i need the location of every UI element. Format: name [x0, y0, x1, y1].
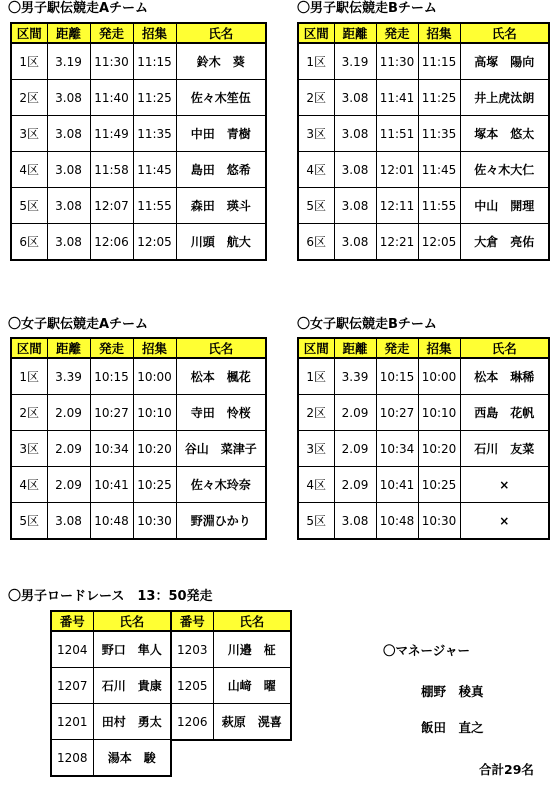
- start-time-cell: 12:11: [376, 188, 418, 224]
- table-row: [11, 188, 266, 224]
- table-row: [11, 395, 266, 431]
- section-cell: 4区: [11, 152, 47, 188]
- call-time-cell: 10:10: [133, 395, 176, 431]
- runner-name-cell: 西島 花帆: [460, 395, 549, 431]
- call-time-cell: 11:25: [418, 80, 460, 116]
- column-header: 氏名: [213, 611, 291, 631]
- section-cell: 1区: [11, 358, 47, 395]
- start-time-cell: 10:15: [376, 358, 418, 395]
- call-time-cell: 10:00: [418, 358, 460, 395]
- call-time-cell: 10:20: [418, 431, 460, 467]
- section-cell: 1区: [298, 43, 334, 80]
- table-row: [51, 668, 171, 704]
- call-time-cell: 11:15: [133, 43, 176, 80]
- runner-name-cell: 松本 琳稀: [460, 358, 549, 395]
- distance-cell: 3.08: [47, 503, 90, 540]
- header-row: [298, 23, 549, 43]
- section-cell: 3区: [298, 431, 334, 467]
- table-row: [298, 80, 549, 116]
- table-row: [11, 224, 266, 261]
- women-a-table: [10, 337, 267, 540]
- runner-name-cell: 野口 隼人: [93, 631, 171, 668]
- section-cell: 6区: [11, 224, 47, 261]
- women-a-title: 〇女子駅伝競走Aチーム: [8, 317, 149, 332]
- start-time-cell: 12:07: [90, 188, 133, 224]
- road-right-body: [171, 611, 291, 740]
- column-header: 氏名: [460, 338, 549, 358]
- distance-cell: 3.08: [47, 152, 90, 188]
- call-time-cell: 11:45: [418, 152, 460, 188]
- call-time-cell: 11:45: [133, 152, 176, 188]
- column-header: 招集: [418, 338, 460, 358]
- start-time-cell: 11:58: [90, 152, 133, 188]
- runner-name-cell: 寺田 怜桜: [176, 395, 266, 431]
- distance-cell: 3.08: [47, 224, 90, 261]
- table-row: [11, 503, 266, 540]
- table-row: [11, 116, 266, 152]
- runner-name-cell: 谷山 菜津子: [176, 431, 266, 467]
- section-cell: 4区: [298, 152, 334, 188]
- section-cell: 3区: [11, 431, 47, 467]
- distance-cell: 3.08: [47, 188, 90, 224]
- call-time-cell: 10:10: [418, 395, 460, 431]
- road-table-right: [170, 610, 292, 741]
- table-row: [11, 467, 266, 503]
- section-cell: 5区: [298, 503, 334, 540]
- start-time-cell: 10:48: [90, 503, 133, 540]
- start-time-cell: 10:34: [90, 431, 133, 467]
- start-time-cell: 12:21: [376, 224, 418, 261]
- column-header: 距離: [47, 338, 90, 358]
- column-header: 発走: [376, 338, 418, 358]
- call-time-cell: 11:25: [133, 80, 176, 116]
- total-count: 合計29名: [479, 762, 534, 777]
- call-time-cell: 11:35: [418, 116, 460, 152]
- start-time-cell: 12:01: [376, 152, 418, 188]
- column-header: 番号: [51, 611, 93, 631]
- distance-cell: 3.08: [47, 116, 90, 152]
- table-row: [171, 704, 291, 741]
- manager-name-2: 飯田 直之: [421, 720, 484, 735]
- table-row: [171, 668, 291, 704]
- distance-cell: 2.09: [334, 467, 376, 503]
- bib-number-cell: 1205: [171, 668, 213, 704]
- runner-name-cell: ×: [460, 467, 549, 503]
- men-a-title: 〇男子駅伝競走Aチーム: [8, 1, 149, 16]
- start-time-cell: 11:41: [376, 80, 418, 116]
- column-header: 発走: [90, 23, 133, 43]
- section-cell: 5区: [298, 188, 334, 224]
- managers-title: 〇マネージャー: [383, 643, 471, 658]
- start-time-cell: 12:06: [90, 224, 133, 261]
- table-row: [51, 631, 171, 668]
- table-row: [298, 358, 549, 395]
- section-cell: 3区: [11, 116, 47, 152]
- table-row: [11, 43, 266, 80]
- bib-number-cell: 1207: [51, 668, 93, 704]
- runner-name-cell: 田村 勇太: [93, 704, 171, 740]
- road-left-body: [51, 611, 171, 776]
- distance-cell: 2.09: [47, 395, 90, 431]
- distance-cell: 3.19: [47, 43, 90, 80]
- runner-name-cell: 野淵ひかり: [176, 503, 266, 540]
- column-header: 発走: [90, 338, 133, 358]
- section-cell: 6区: [298, 224, 334, 261]
- women-b-table: [297, 337, 550, 540]
- section-cell: 2区: [11, 395, 47, 431]
- distance-cell: 3.39: [334, 358, 376, 395]
- header-row: [11, 338, 266, 358]
- column-header: 氏名: [176, 23, 266, 43]
- column-header: 発走: [376, 23, 418, 43]
- runner-name-cell: 井上虎汰朗: [460, 80, 549, 116]
- call-time-cell: 10:30: [418, 503, 460, 540]
- header-row: [11, 23, 266, 43]
- women-b-body: [298, 338, 549, 539]
- men-b-table: [297, 22, 550, 261]
- call-time-cell: 12:05: [418, 224, 460, 261]
- start-time-cell: 10:27: [90, 395, 133, 431]
- section-cell: 5区: [11, 503, 47, 540]
- column-header: 区間: [11, 23, 47, 43]
- distance-cell: 3.39: [47, 358, 90, 395]
- table-row: [51, 704, 171, 740]
- section-cell: 2区: [298, 395, 334, 431]
- call-time-cell: 11:35: [133, 116, 176, 152]
- call-time-cell: 12:05: [133, 224, 176, 261]
- runner-name-cell: 山﨑 曜: [213, 668, 291, 704]
- men-b-title: 〇男子駅伝競走Bチーム: [297, 1, 437, 16]
- table-row: [11, 358, 266, 395]
- column-header: 距離: [47, 23, 90, 43]
- start-time-cell: 11:40: [90, 80, 133, 116]
- table-row: [298, 116, 549, 152]
- start-time-cell: 11:49: [90, 116, 133, 152]
- header-row: [51, 611, 171, 631]
- column-header: 区間: [298, 23, 334, 43]
- call-time-cell: 11:55: [133, 188, 176, 224]
- start-time-cell: 11:30: [376, 43, 418, 80]
- men-a-body: [11, 23, 266, 260]
- column-header: 距離: [334, 338, 376, 358]
- call-time-cell: 10:25: [418, 467, 460, 503]
- runner-name-cell: 森田 瑛斗: [176, 188, 266, 224]
- distance-cell: 2.09: [47, 431, 90, 467]
- road-table-left: [50, 610, 172, 777]
- header-row: [298, 338, 549, 358]
- runner-name-cell: 鈴木 葵: [176, 43, 266, 80]
- distance-cell: 3.08: [334, 224, 376, 261]
- distance-cell: 3.08: [334, 116, 376, 152]
- runner-name-cell: 松本 楓花: [176, 358, 266, 395]
- call-time-cell: 10:00: [133, 358, 176, 395]
- table-row: [298, 503, 549, 540]
- section-cell: 4区: [298, 467, 334, 503]
- start-time-cell: 10:41: [90, 467, 133, 503]
- table-row: [11, 80, 266, 116]
- call-time-cell: 11:15: [418, 43, 460, 80]
- table-row: [298, 467, 549, 503]
- distance-cell: 2.09: [334, 395, 376, 431]
- distance-cell: 2.09: [47, 467, 90, 503]
- section-cell: 3区: [298, 116, 334, 152]
- runner-name-cell: 塚本 悠太: [460, 116, 549, 152]
- table-row: [298, 43, 549, 80]
- start-time-cell: 10:27: [376, 395, 418, 431]
- table-row: [298, 431, 549, 467]
- call-time-cell: 11:55: [418, 188, 460, 224]
- runner-name-cell: 中山 開理: [460, 188, 549, 224]
- column-header: 招集: [133, 23, 176, 43]
- start-time-cell: 10:34: [376, 431, 418, 467]
- start-time-cell: 10:15: [90, 358, 133, 395]
- table-row: [298, 395, 549, 431]
- section-cell: 1区: [298, 358, 334, 395]
- runner-name-cell: 佐々木笙伍: [176, 80, 266, 116]
- men-b-body: [298, 23, 549, 260]
- column-header: 招集: [133, 338, 176, 358]
- bib-number-cell: 1208: [51, 740, 93, 777]
- bib-number-cell: 1203: [171, 631, 213, 668]
- runner-name-cell: 佐々木大仁: [460, 152, 549, 188]
- section-cell: 1区: [11, 43, 47, 80]
- runner-name-cell: 萩原 滉喜: [213, 704, 291, 741]
- runner-name-cell: 湯本 駿: [93, 740, 171, 777]
- column-header: 氏名: [460, 23, 549, 43]
- runner-name-cell: 川頭 航大: [176, 224, 266, 261]
- runner-name-cell: ×: [460, 503, 549, 540]
- runner-name-cell: 石川 貴康: [93, 668, 171, 704]
- distance-cell: 3.08: [334, 503, 376, 540]
- manager-name-1: 棚野 稜真: [421, 684, 484, 699]
- women-a-body: [11, 338, 266, 539]
- table-row: [298, 152, 549, 188]
- distance-cell: 3.08: [47, 80, 90, 116]
- distance-cell: 3.08: [334, 188, 376, 224]
- table-row: [11, 431, 266, 467]
- section-cell: 2区: [298, 80, 334, 116]
- call-time-cell: 10:30: [133, 503, 176, 540]
- section-cell: 5区: [11, 188, 47, 224]
- runner-name-cell: 大倉 亮佑: [460, 224, 549, 261]
- men-a-table: [10, 22, 267, 261]
- distance-cell: 3.08: [334, 152, 376, 188]
- start-time-cell: 10:48: [376, 503, 418, 540]
- section-cell: 2区: [11, 80, 47, 116]
- start-time-cell: 11:51: [376, 116, 418, 152]
- start-time-cell: 10:41: [376, 467, 418, 503]
- column-header: 氏名: [93, 611, 171, 631]
- bib-number-cell: 1201: [51, 704, 93, 740]
- table-row: [298, 188, 549, 224]
- runner-name-cell: 佐々木玲奈: [176, 467, 266, 503]
- bib-number-cell: 1204: [51, 631, 93, 668]
- women-b-title: 〇女子駅伝競走Bチーム: [297, 317, 437, 332]
- column-header: 番号: [171, 611, 213, 631]
- runner-name-cell: 川邉 柾: [213, 631, 291, 668]
- distance-cell: 3.19: [334, 43, 376, 80]
- table-row: [171, 631, 291, 668]
- column-header: 区間: [298, 338, 334, 358]
- bib-number-cell: 1206: [171, 704, 213, 741]
- distance-cell: 3.08: [334, 80, 376, 116]
- header-row: [171, 611, 291, 631]
- column-header: 招集: [418, 23, 460, 43]
- call-time-cell: 10:25: [133, 467, 176, 503]
- column-header: 区間: [11, 338, 47, 358]
- runner-name-cell: 高塚 陽向: [460, 43, 549, 80]
- call-time-cell: 10:20: [133, 431, 176, 467]
- column-header: 距離: [334, 23, 376, 43]
- distance-cell: 2.09: [334, 431, 376, 467]
- road-title: 〇男子ロードレース 13：50発走: [8, 589, 213, 604]
- column-header: 氏名: [176, 338, 266, 358]
- start-time-cell: 11:30: [90, 43, 133, 80]
- runner-name-cell: 石川 友菜: [460, 431, 549, 467]
- table-row: [11, 152, 266, 188]
- runner-name-cell: 島田 悠希: [176, 152, 266, 188]
- section-cell: 4区: [11, 467, 47, 503]
- runner-name-cell: 中田 青樹: [176, 116, 266, 152]
- table-row: [298, 224, 549, 261]
- table-row: [51, 740, 171, 777]
